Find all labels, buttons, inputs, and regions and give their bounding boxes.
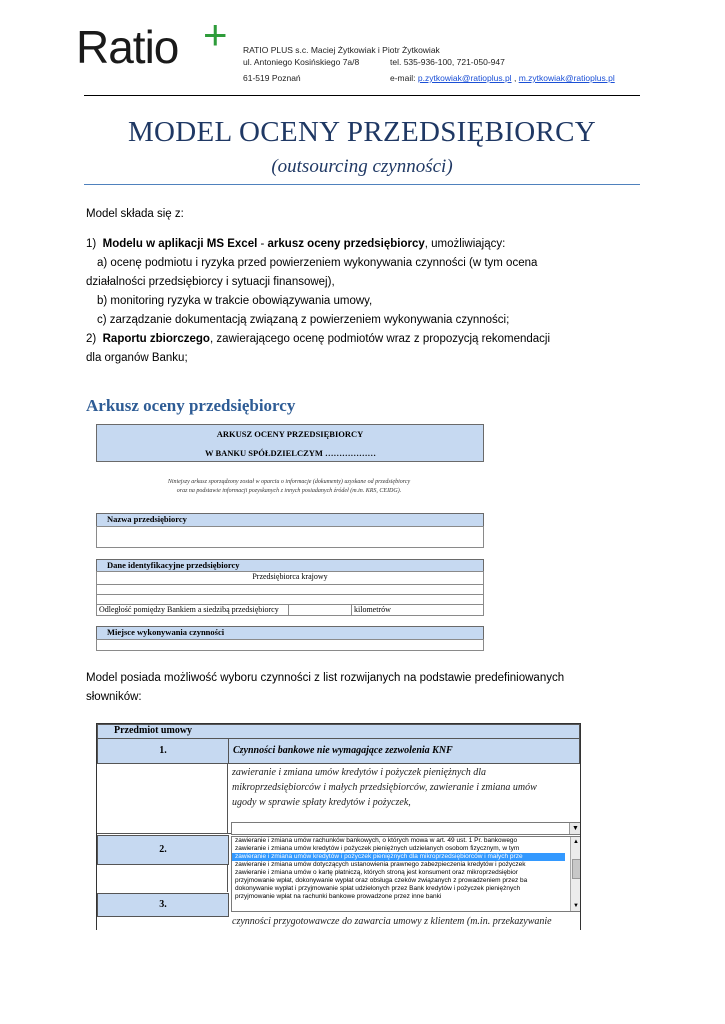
dropdown-option[interactable]: zawieranie i zmiana umów o kartę płatniczą, których stroną jest konsument oraz mikroprzedsiębior — [235, 869, 518, 876]
email-line — [390, 73, 615, 84]
row-2-number-cell — [97, 835, 229, 865]
list-item-1a-continued: działalności przedsiębiorcy i sytuacji finansowej), — [86, 276, 335, 288]
row-3-text: czynności przygotowawcze do zawarcia umowy z klientem (m.in. przekazywanie — [232, 916, 552, 927]
domestic-row[interactable] — [96, 571, 484, 585]
item-1-bold: Modelu w aplikacji MS Excel — [102, 238, 258, 250]
subject-header-band — [97, 724, 580, 739]
email-link-2[interactable]: m.zytkowiak@ratioplus.pl — [518, 73, 615, 83]
row-1-label: Czynności bankowe nie wymagające zezwolenia KNF — [233, 745, 453, 756]
row-1-text-line-1: zawieranie i zmiana umów kredytów i pożyczek pieniężnych dla — [232, 767, 487, 778]
scroll-down-icon[interactable]: ▼ — [573, 903, 579, 909]
domestic-label: Przedsiębiorca krajowy — [252, 572, 328, 581]
ratio-plus-logo — [76, 11, 236, 73]
distance-label: Odległość pomiędzy Bankiem a siedzibą przedsiębiorcy — [99, 605, 279, 614]
company-city: 61-519 Poznań — [243, 73, 301, 83]
row-2-empty-cell — [97, 864, 228, 892]
list-item-1a: a) ocenę podmiotu i ryzyka przed powierzeniem wykonywania czynności (w tym ocena — [97, 257, 538, 269]
logo-plus-sign: + — [203, 11, 228, 58]
company-name-band — [96, 513, 484, 527]
activity-dropdown-list[interactable] — [231, 836, 581, 912]
row-2-number: 2. — [159, 844, 167, 855]
company-name-field[interactable] — [96, 526, 484, 548]
row-1-text-line-2: mikroprzedsiębiorców i małych przedsiębiorców, zawieranie i zmiana umów — [232, 782, 537, 793]
form-title-line-2: W BANKU SPÓŁDZIELCZYM ……………… — [205, 448, 377, 458]
distance-unit: kilometrów — [354, 605, 391, 614]
dropdown-scrollbar[interactable] — [570, 837, 581, 911]
dropdown-option[interactable]: dokonywanie wypłat i przyjmowanie spłat udzielonych przez Bank kredytów i pożyczek pieniężnych — [235, 885, 521, 892]
form-title-band — [96, 424, 484, 462]
chevron-down-icon[interactable]: ▼ — [569, 823, 581, 834]
email-separator: , — [513, 73, 517, 83]
row-3-number-cell — [97, 893, 229, 917]
dropdown-option-selected[interactable]: zawieranie i zmiana umów kredytów i pożyczek pieniężnych dla mikroprzedsiębiorców i małych prze — [232, 853, 565, 861]
distance-unit-cell — [351, 604, 484, 616]
list-item-1 — [86, 235, 505, 254]
logo-text: Ratio — [76, 21, 179, 73]
item-1-bold-2: arkusz oceny przedsiębiorcy — [267, 238, 425, 250]
row-1-text-line-3: ugody w sprawie spłaty kredytów i pożyczek, — [232, 797, 411, 808]
email-label: e-mail: — [390, 73, 416, 83]
company-name-label: Nazwa przedsiębiorcy — [107, 514, 187, 524]
list-item-1c: c) zarządzanie dokumentacją związaną z powierzeniem wykonywania czynności; — [97, 314, 510, 326]
row-1-number-cell — [97, 738, 229, 764]
list-item-2 — [86, 330, 550, 349]
item-2-bold: Raportu zbiorczego — [102, 333, 210, 345]
item-2-number: 2) — [86, 333, 97, 345]
item-1-number: 1) — [86, 238, 97, 250]
page-title: MODEL OCENY PRZEDSIĘBIORCY — [127, 116, 597, 148]
form-note-line-2: oraz na podstawie informacji pozyskanych z innych posiadanych źródeł (m.in. KRS, CEIDG). — [176, 488, 402, 494]
row-3-text-cell[interactable] — [228, 916, 578, 930]
distance-value-cell[interactable] — [288, 604, 352, 616]
company-address: ul. Antoniego Kosińskiego 7a/8 — [243, 57, 360, 67]
intro-text: Model składa się z: — [86, 208, 184, 220]
dropdown-option[interactable]: zawieranie i zmiana umów rachunków bankowych, o których mowa w art. 49 ust. 1 Pr. bankowego — [235, 837, 518, 844]
subject-table — [96, 723, 581, 930]
header-divider — [84, 95, 640, 96]
subject-header: Przedmiot umowy — [114, 725, 193, 736]
paragraph-2-line-1: Model posiada możliwość wyboru czynności z list rozwijanych na podstawie predefiniowanych — [86, 672, 565, 684]
paragraph-2-line-2: słowników: — [86, 691, 142, 703]
email-link-1[interactable]: p.zytkowiak@ratioplus.pl — [417, 73, 512, 83]
row-1-label-cell[interactable] — [228, 738, 580, 764]
page-subtitle: (outsourcing czynności) — [271, 156, 453, 177]
row-1-number: 1. — [159, 745, 167, 756]
list-item-1b: b) monitoring ryzyka w trakcie obowiązywania umowy, — [97, 295, 373, 307]
activity-select[interactable] — [231, 822, 581, 835]
form-title-line-1: ARKUSZ OCENY PRZEDSIĘBIORCY — [216, 429, 364, 439]
title-divider — [84, 184, 640, 185]
place-label: Miejsce wykonywania czynności — [107, 627, 225, 637]
dropdown-option[interactable]: zawieranie i zmiana umów dotyczących ustanowienia prawnego zabezpieczenia kredytów i pożyczek — [235, 861, 526, 868]
row-1-empty-cell — [97, 763, 228, 834]
company-name: RATIO PLUS s.c. Maciej Żytkowiak i Piotr Żytkowiak — [243, 45, 440, 55]
item-1-separator: - — [257, 238, 268, 250]
company-phone: tel. 535-936-100, 721-050-947 — [390, 57, 505, 67]
dropdown-option[interactable]: zawieranie i zmiana umów kredytów i pożyczek pieniężnych udzielanych osobom fizycznym, w tym — [235, 845, 520, 852]
list-item-2-continued: dla organów Banku; — [86, 352, 188, 364]
section-heading: Arkusz oceny przedsiębiorcy — [86, 396, 296, 415]
scrollbar-thumb[interactable] — [572, 859, 581, 879]
place-band — [96, 626, 484, 640]
item-2-rest: , zawierającego ocenę podmiotów wraz z propozycją rekomendacji — [209, 333, 551, 345]
scroll-up-icon[interactable]: ▲ — [573, 839, 579, 845]
ident-label: Dane identyfikacyjne przedsiębiorcy — [107, 560, 240, 570]
dropdown-option[interactable]: przyjmowanie wpłat, dokonywanie wypłat oraz obsługa czeków związanych z prowadzeniem przez ba — [235, 877, 528, 884]
place-field[interactable] — [96, 639, 484, 651]
item-1-rest: , umożliwiający: — [424, 238, 506, 250]
form-note-line-1: Niniejszy arkusz sporządzony został w oparciu o informacje (dokumenty) uzyskane od przedsiębiorcy — [167, 479, 411, 485]
row-3-number: 3. — [159, 899, 167, 910]
dropdown-option[interactable]: przyjmowanie wpłat na rachunki bankowe prowadzone przez inne banki — [235, 893, 442, 900]
